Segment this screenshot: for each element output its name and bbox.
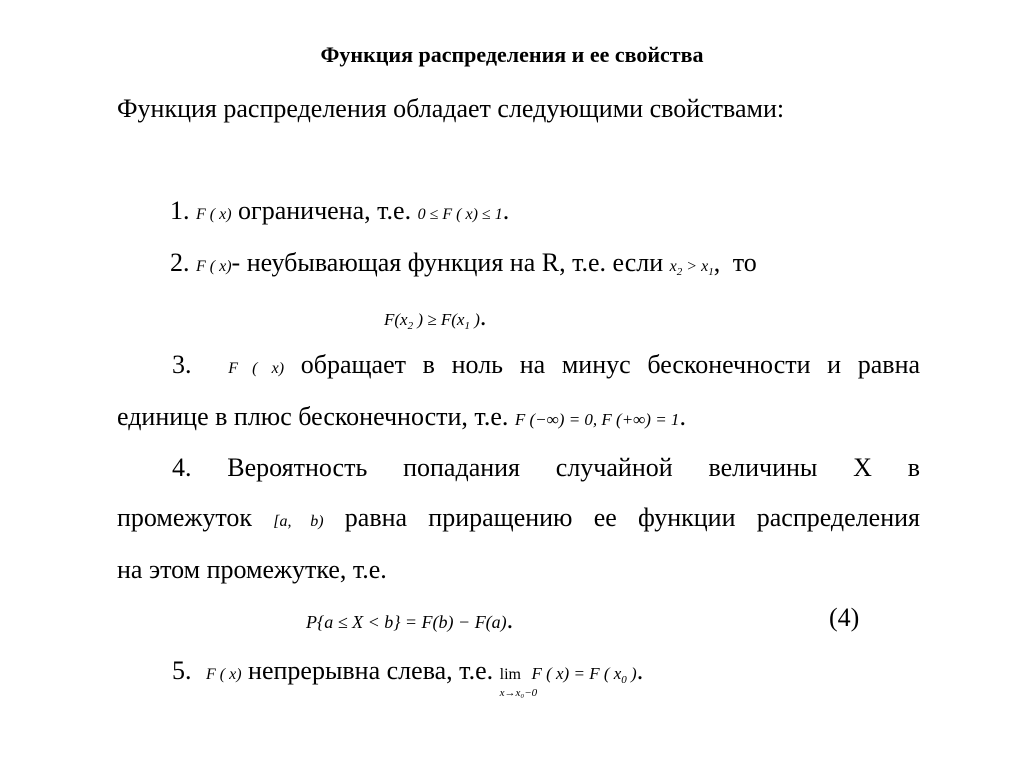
formula-fx: F ( x) bbox=[196, 258, 232, 275]
period: . bbox=[679, 402, 686, 431]
equation-number: (4) bbox=[829, 603, 860, 632]
property-text: - неубывающая функция на R, т.е. если bbox=[231, 248, 664, 277]
page-title: Функция распределения и ее свойства bbox=[320, 42, 704, 67]
formula-fx: F ( x) bbox=[196, 206, 232, 223]
property-number: 2. bbox=[170, 248, 190, 277]
lead-text: Функция распределения обладает следующими свойствами: bbox=[117, 94, 785, 123]
formula-interval: [a, b) bbox=[273, 513, 324, 530]
formula-monotone: $F(x_2$ ) ≥ $F(x_1$ ). bbox=[384, 302, 487, 332]
property-2: 2. F ( x)- неубывающая функция на R, т.е. если $x_2 > x_1$, то bbox=[170, 248, 757, 278]
period: . bbox=[636, 656, 644, 685]
formula-condition: $x_2 > x_1$ bbox=[669, 258, 714, 278]
property-number: 1. bbox=[170, 196, 190, 225]
word-to: то bbox=[732, 248, 757, 277]
formula-fx: F ( x) bbox=[228, 360, 285, 377]
formula-fx: F ( x) bbox=[206, 666, 242, 683]
property-text: непрерывна слева, т.е. bbox=[248, 656, 494, 685]
property-1 bbox=[170, 196, 509, 230]
property-text: единице в плюс бесконечности, т.е. bbox=[117, 402, 509, 431]
property-4-line-1: 4. Вероятность попадания случайной величины X в bbox=[172, 453, 920, 482]
property-3-line-1 bbox=[117, 350, 920, 380]
property-3-line-2 bbox=[117, 402, 686, 435]
property-text: ограничена, т.е. bbox=[238, 196, 412, 225]
formula-left-continuity: F ( x) = F ( $x_0$ ) bbox=[531, 664, 637, 686]
property-number: 3. bbox=[172, 350, 192, 379]
formula-probability: P{a ≤ X < b} = F(b) − F(a). bbox=[306, 605, 514, 634]
period: . bbox=[502, 196, 510, 225]
formula-limits: F (−∞) = 0, F (+∞) = 1 bbox=[514, 410, 680, 429]
property-5 bbox=[172, 656, 644, 699]
formula-limit-operator: lim x→x₀−0 bbox=[499, 666, 538, 699]
period: . bbox=[479, 302, 487, 331]
formula-bounds: 0 ≤ F ( x) ≤ 1 bbox=[417, 206, 503, 223]
period: . bbox=[506, 605, 514, 634]
property-4-line-2: промежуток [a, b) равна приращению ее функции распределения bbox=[117, 503, 921, 532]
property-number: 5. bbox=[172, 656, 192, 685]
property-text: обращает в ноль на минус бесконечности и равна bbox=[300, 350, 921, 379]
property-4-line-3: на этом промежутке, т.е. bbox=[117, 555, 387, 584]
